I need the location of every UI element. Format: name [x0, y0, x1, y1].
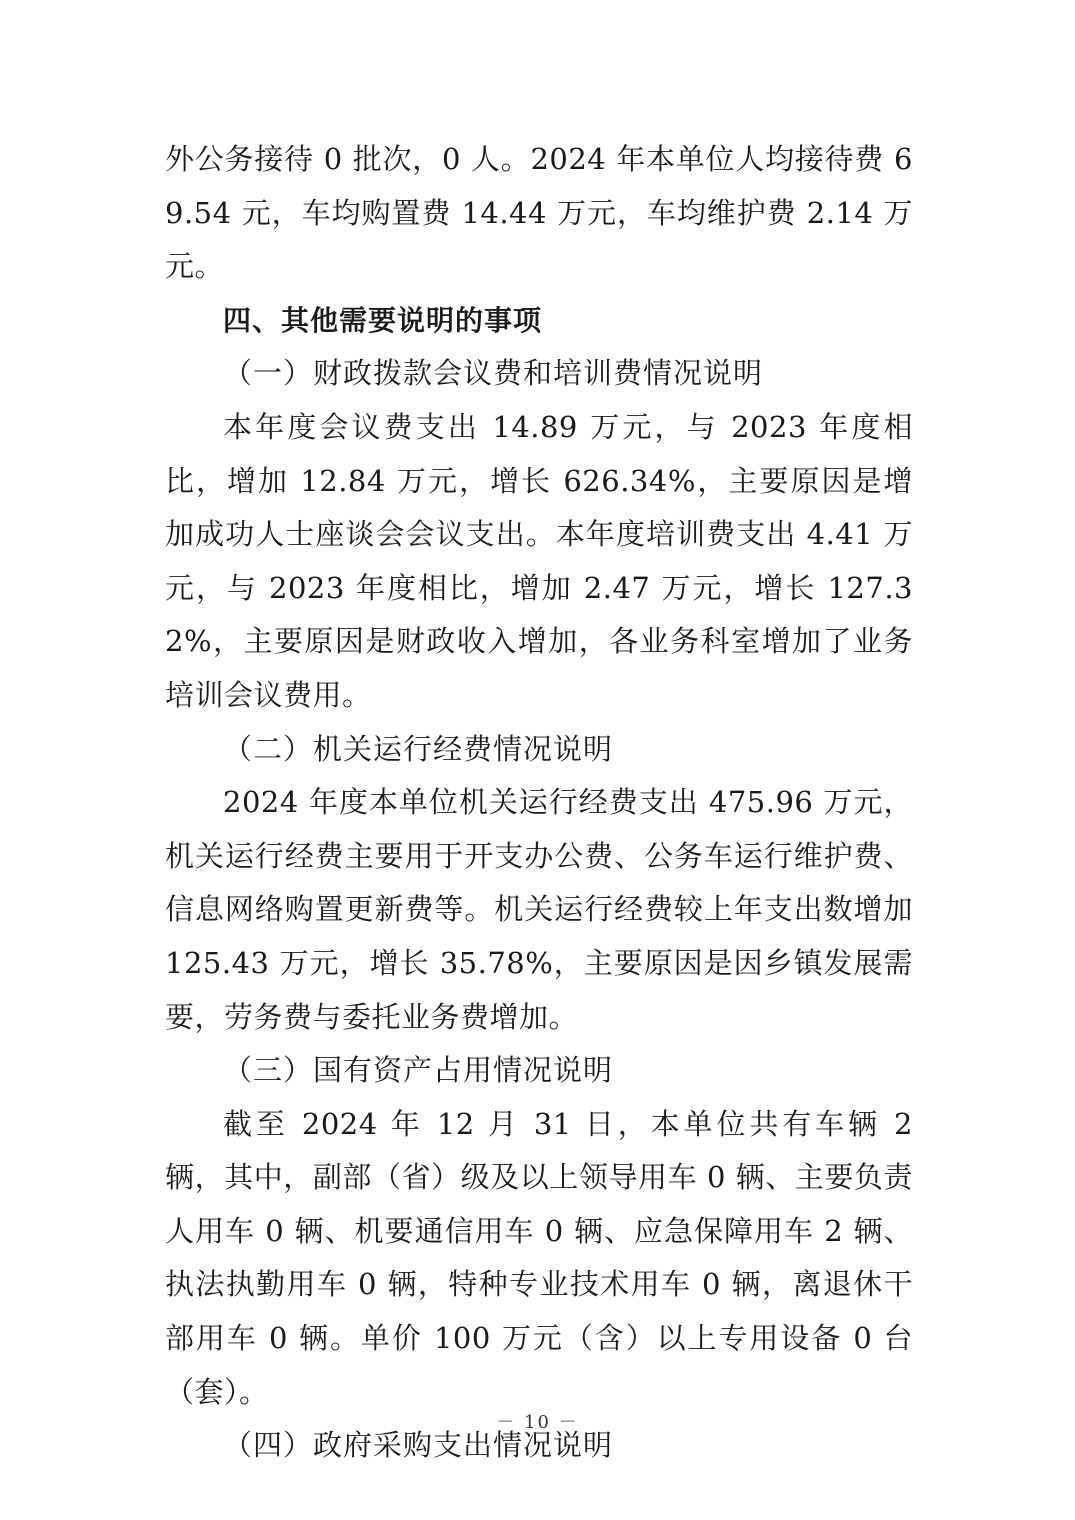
subsection-heading-meeting-training: （一）财政拨款会议费和培训费情况说明	[223, 356, 764, 391]
subsection-heading-operating-funds: （二）机关运行经费情况说明	[223, 731, 614, 766]
page-number: － 10 －	[496, 1412, 579, 1433]
subsection-heading-government-procurement: （四）政府采购支出情况说明	[223, 1428, 614, 1463]
paragraph-meeting-training: 本年度会议费支出 14.89 万元，与 2023 年度相比，增加 12.84 万元，增长 626.34%，主要原因是增加成功人士座谈会会议支出。本年度培训费支出 4.41 万元，与 2023 年度相比，增加 2.47 万元，增长 127.32%，主要原因是财政收入增加，各业务科室增加了业务培训会议费用。	[165, 409, 913, 712]
subsection-heading-state-assets: （三）国有资产占用情况说明	[223, 1053, 614, 1088]
section-heading-other-matters: 四、其他需要说明的事项	[223, 303, 543, 337]
paragraph-public-reception: 外公务接待 0 批次，0 人。2024 年本单位人均接待费 69.54 元，车均购置费 14.44 万元，车均维护费 2.14 万元。	[165, 142, 913, 284]
paragraph-state-assets: 截至 2024 年 12 月 31 日，本单位共有车辆 2 辆，其中，副部（省）级及以上领导用车 0 辆、主要负责人用车 0 辆、机要通信用车 0 辆、应急保障用车 2 辆、执法执勤用车 0 辆，特种专业技术用车 0 辆，离退休干部用车 0 辆。单价 100 万元（含）以上专用设备 0 台（套）。	[165, 1106, 913, 1409]
paragraph-operating-funds: 2024 年度本单位机关运行经费支出 475.96 万元，机关运行经费主要用于开支办公费、公务车运行维护费、信息网络购置更新费等。机关运行经费较上年支出数增加 125.43 万元，增长 35.78%，主要原因是因乡镇发展需要，劳务费与委托业务费增加。	[165, 785, 913, 1034]
document-body	[165, 133, 913, 1473]
